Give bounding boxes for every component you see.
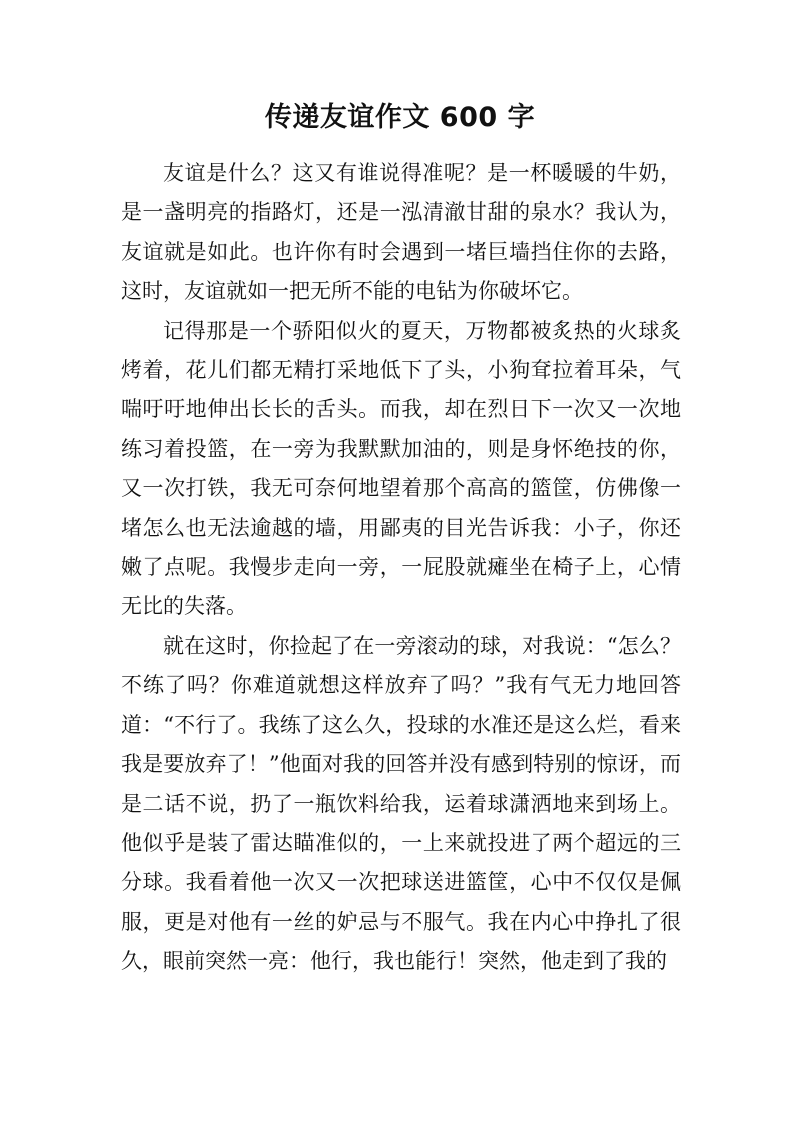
paragraph-2: 记得那是一个骄阳似火的夏天，万物都被炙热的火球炙烤着，花儿们都无精打采地低下了头，小狗耷拉着耳朵，气喘吁吁地伸出长长的舌头。而我，却在烈日下一次又一次地练习着投篮，在一旁为我默默加油的，则是身怀绝技的你，又一次打铁，我无可奈何地望着那个高高的篮筐，仿佛像一堵怎么也无法逾越的墙，用鄙夷的目光告诉我：小子，你还嫩了点呢。我慢步走向一旁，一屁股就瘫坐在椅子上，心情无比的失落。 xyxy=(121,318,681,619)
page-title: 传递友谊作文 600 字 xyxy=(264,102,536,133)
paragraph-1: 友谊是什么？这又有谁说得准呢？是一杯暖暖的牛奶，是一盏明亮的指路灯，还是一泓清澈甘甜的泉水？我认为，友谊就是如此。也许你有时会遇到一堵巨墙挡住你的去路，这时，友谊就如一把无所不能的电钻为你破坏它。 xyxy=(121,161,681,304)
article-body xyxy=(121,154,681,982)
paragraph-3: 就在这时，你捡起了在一旁滚动的球，对我说：“怎么？不练了吗？你难道就想这样放弃了吗？”我有气无力地回答道：“不行了。我练了这么久，投球的水准还是这么烂，看来我是要放弃了！”他面对我的回答并没有感到特别的惊讶，而是二话不说，扔了一瓶饮料给我，运着球潇洒地来到场上。他似乎是装了雷达瞄准似的，一上来就投进了两个超远的三分球。我看着他一次又一次把球送进篮筐，心中不仅仅是佩服，更是对他有一丝的妒忌与不服气。我在内心中挣扎了很久，眼前突然一亮：他行，我也能行！突然，他走到了我的 xyxy=(121,633,681,974)
